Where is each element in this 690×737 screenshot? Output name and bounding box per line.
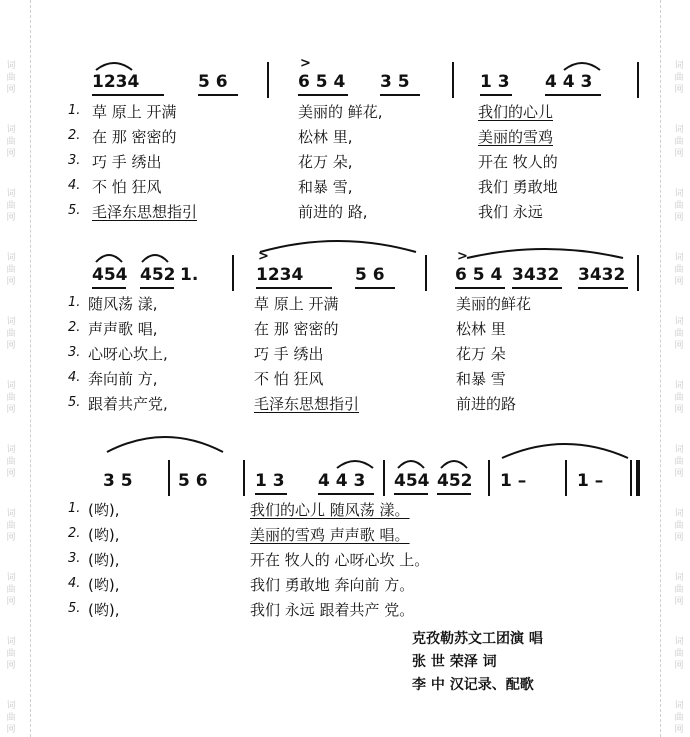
slur-mark — [140, 250, 170, 264]
notation-group: 454 — [394, 471, 430, 491]
notation-group: 3 5 — [103, 471, 133, 491]
lyric-line — [68, 151, 648, 177]
notation-group: 4 4 3 — [545, 72, 593, 92]
beam-line — [545, 94, 601, 96]
lyric-segment: 我们 勇敢地 奔向前 方。 — [250, 576, 415, 594]
lyric-line — [68, 293, 648, 319]
beam-line — [512, 287, 562, 289]
notation-group: 1234 — [92, 72, 140, 92]
lyric-line — [68, 549, 648, 575]
watermark-text: 词曲网 — [6, 317, 16, 351]
beam-line — [455, 287, 505, 289]
beam-line — [394, 493, 428, 495]
slur-mark — [396, 456, 426, 470]
lyric-segment: (哟), — [88, 501, 120, 519]
watermark-text: 词曲网 — [674, 125, 684, 159]
notation-group: 6 5 4 — [455, 265, 503, 285]
lyric-segment: 我们 永远 跟着共产 党。 — [250, 601, 415, 619]
beam-line — [578, 287, 628, 289]
beam-line — [318, 493, 374, 495]
notation-group: 5 6 — [178, 471, 208, 491]
verse-number: 1. — [68, 103, 81, 118]
beam-line — [92, 94, 164, 96]
watermark-text: 词曲网 — [674, 509, 684, 543]
final-bar-line — [636, 460, 640, 496]
notation-group: 3432 — [578, 265, 626, 285]
bar-line — [243, 460, 245, 496]
watermark-text: 词曲网 — [6, 445, 16, 479]
lyric-segment: 巧 手 绣出 — [254, 345, 324, 363]
watermark-text: 词曲网 — [674, 317, 684, 351]
bar-line — [637, 255, 639, 291]
bar-line — [383, 460, 385, 496]
lyric-segment: 花万 朵 — [456, 345, 506, 363]
lyric-segment: 我们的心儿 随风荡 漾。 — [250, 501, 410, 519]
bar-line — [168, 460, 170, 496]
slur-mark — [258, 232, 418, 254]
bar-line — [488, 460, 490, 496]
watermark-text: 词曲网 — [6, 61, 16, 95]
notation-group: 1234 — [256, 265, 304, 285]
lyric-segment: 毛泽东思想指引 — [92, 203, 198, 221]
bar-line — [452, 62, 454, 98]
beam-line — [437, 493, 471, 495]
lyric-segment: 在 那 密密的 — [254, 320, 339, 338]
credit-performer: 克孜勒苏文工团演 唱 — [412, 631, 543, 647]
verse-number: 4. — [68, 576, 81, 591]
lyric-line — [68, 524, 648, 550]
verse-number: 3. — [68, 345, 81, 360]
watermark-text: 词曲网 — [6, 253, 16, 287]
lyric-segment: 前进的 路, — [298, 203, 368, 221]
lyric-line — [68, 201, 648, 227]
slur-mark — [94, 250, 124, 264]
lyric-segment: (哟), — [88, 601, 120, 619]
lyric-segment: 跟着共产党, — [88, 395, 168, 413]
beam-line — [198, 94, 238, 96]
lyric-line — [68, 599, 648, 625]
verse-number: 5. — [68, 601, 81, 616]
verse-number: 4. — [68, 178, 81, 193]
lyric-segment: 在 那 密密的 — [92, 128, 177, 146]
lyric-segment: 心呀心坎上, — [88, 345, 168, 363]
notation-group: 1 3 — [480, 72, 510, 92]
lyric-segment: 美丽的鲜花 — [456, 295, 532, 313]
beam-line — [255, 493, 287, 495]
beam-line — [380, 94, 420, 96]
lyric-segment: 美丽的 鲜花, — [298, 103, 383, 121]
watermark-text: 词曲网 — [6, 125, 16, 159]
lyric-segment: 草 原上 开满 — [92, 103, 177, 121]
watermark-text: 词曲网 — [674, 445, 684, 479]
notation-group: 1 – — [500, 471, 527, 491]
lyric-segment: 松林 里, — [298, 128, 353, 146]
bar-line — [425, 255, 427, 291]
watermark-text: 词曲网 — [674, 253, 684, 287]
accent-mark: > — [300, 56, 311, 71]
lyric-segment: 开在 牧人的 心呀心坎 上。 — [250, 551, 430, 569]
lyric-segment: 我们 永远 — [478, 203, 543, 221]
notation-group: 1 – — [577, 471, 604, 491]
lyric-line — [68, 101, 648, 127]
beam-line — [140, 287, 174, 289]
lyric-segment: 不 怕 狂风 — [92, 178, 162, 196]
final-bar-line — [630, 460, 632, 496]
notation-group: 452 — [140, 265, 176, 285]
lyric-line — [68, 574, 648, 600]
watermark-text: 词曲网 — [6, 701, 16, 735]
watermark-text: 词曲网 — [674, 637, 684, 671]
beam-line — [92, 287, 126, 289]
lyric-line — [68, 318, 648, 344]
slur-mark — [465, 242, 625, 260]
notation-group: 5 6 — [355, 265, 385, 285]
lyric-segment: 松林 里 — [456, 320, 506, 338]
slur-mark — [562, 58, 602, 72]
notation-group: 1. — [180, 265, 199, 285]
lyric-segment: 随风荡 漾, — [88, 295, 158, 313]
lyric-segment: 毛泽东思想指引 — [254, 395, 360, 413]
verse-number: 3. — [68, 153, 81, 168]
verse-number: 5. — [68, 203, 81, 218]
lyric-line — [68, 499, 648, 525]
lyric-segment: 和暴 雪, — [298, 178, 353, 196]
verse-number: 1. — [68, 295, 81, 310]
beam-line — [298, 94, 348, 96]
lyric-segment: (哟), — [88, 576, 120, 594]
slur-mark — [94, 58, 134, 72]
bar-line — [565, 460, 567, 496]
watermark-text: 词曲网 — [6, 573, 16, 607]
bar-line — [637, 62, 639, 98]
credit-arranger: 李 中 汉记录、配歌 — [412, 677, 534, 693]
lyric-line — [68, 126, 648, 152]
credit-lyricist: 张 世 荣泽 词 — [412, 654, 497, 670]
watermark-text: 词曲网 — [674, 573, 684, 607]
bar-line — [232, 255, 234, 291]
slur-mark — [105, 428, 225, 454]
watermark-text: 词曲网 — [674, 189, 684, 223]
lyric-line — [68, 343, 648, 369]
notation-group: 452 — [437, 471, 473, 491]
lyric-line — [68, 368, 648, 394]
lyric-segment: 奔向前 方, — [88, 370, 158, 388]
watermark-text: 词曲网 — [6, 381, 16, 415]
beam-line — [256, 287, 332, 289]
lyric-segment: 巧 手 绣出 — [92, 153, 162, 171]
beam-line — [355, 287, 395, 289]
watermark-text: 词曲网 — [674, 61, 684, 95]
lyric-segment: (哟), — [88, 551, 120, 569]
notation-group: 1 3 — [255, 471, 285, 491]
lyric-segment: 前进的路 — [456, 395, 517, 413]
right-page-edge — [660, 0, 662, 737]
watermark-text: 词曲网 — [674, 381, 684, 415]
notation-group: 454 — [92, 265, 128, 285]
verse-number: 2. — [68, 526, 81, 541]
bar-line — [267, 62, 269, 98]
accent-mark: > — [258, 249, 269, 264]
lyric-line — [68, 393, 648, 419]
verse-number: 1. — [68, 501, 81, 516]
lyric-segment: 我们 勇敢地 — [478, 178, 558, 196]
notation-group: 6 5 4 — [298, 72, 346, 92]
slur-mark — [500, 436, 630, 460]
verse-number: 4. — [68, 370, 81, 385]
lyric-segment: (哟), — [88, 526, 120, 544]
slur-mark — [439, 456, 469, 470]
watermark-text: 词曲网 — [674, 701, 684, 735]
verse-number: 3. — [68, 551, 81, 566]
notation-group: 3 5 — [380, 72, 410, 92]
lyric-segment: 声声歌 唱, — [88, 320, 158, 338]
lyric-segment: 美丽的雪鸡 声声歌 唱。 — [250, 526, 410, 544]
left-page-edge — [30, 0, 32, 737]
notation-group: 3432 — [512, 265, 560, 285]
lyric-segment: 不 怕 狂风 — [254, 370, 324, 388]
lyric-line — [68, 176, 648, 202]
lyric-segment: 和暴 雪 — [456, 370, 506, 388]
lyric-segment: 美丽的雪鸡 — [478, 128, 554, 146]
watermark-text: 词曲网 — [6, 637, 16, 671]
notation-group: 5 6 — [198, 72, 228, 92]
lyric-segment: 我们的心儿 — [478, 103, 554, 121]
verse-number: 2. — [68, 128, 81, 143]
lyric-segment: 花万 朵, — [298, 153, 353, 171]
slur-mark — [335, 456, 375, 470]
watermark-text: 词曲网 — [6, 509, 16, 543]
notation-group: 4 4 3 — [318, 471, 366, 491]
accent-mark: > — [457, 249, 468, 264]
watermark-text: 词曲网 — [6, 189, 16, 223]
verse-number: 2. — [68, 320, 81, 335]
verse-number: 5. — [68, 395, 81, 410]
lyric-segment: 草 原上 开满 — [254, 295, 339, 313]
beam-line — [480, 94, 512, 96]
lyric-segment: 开在 牧人的 — [478, 153, 558, 171]
